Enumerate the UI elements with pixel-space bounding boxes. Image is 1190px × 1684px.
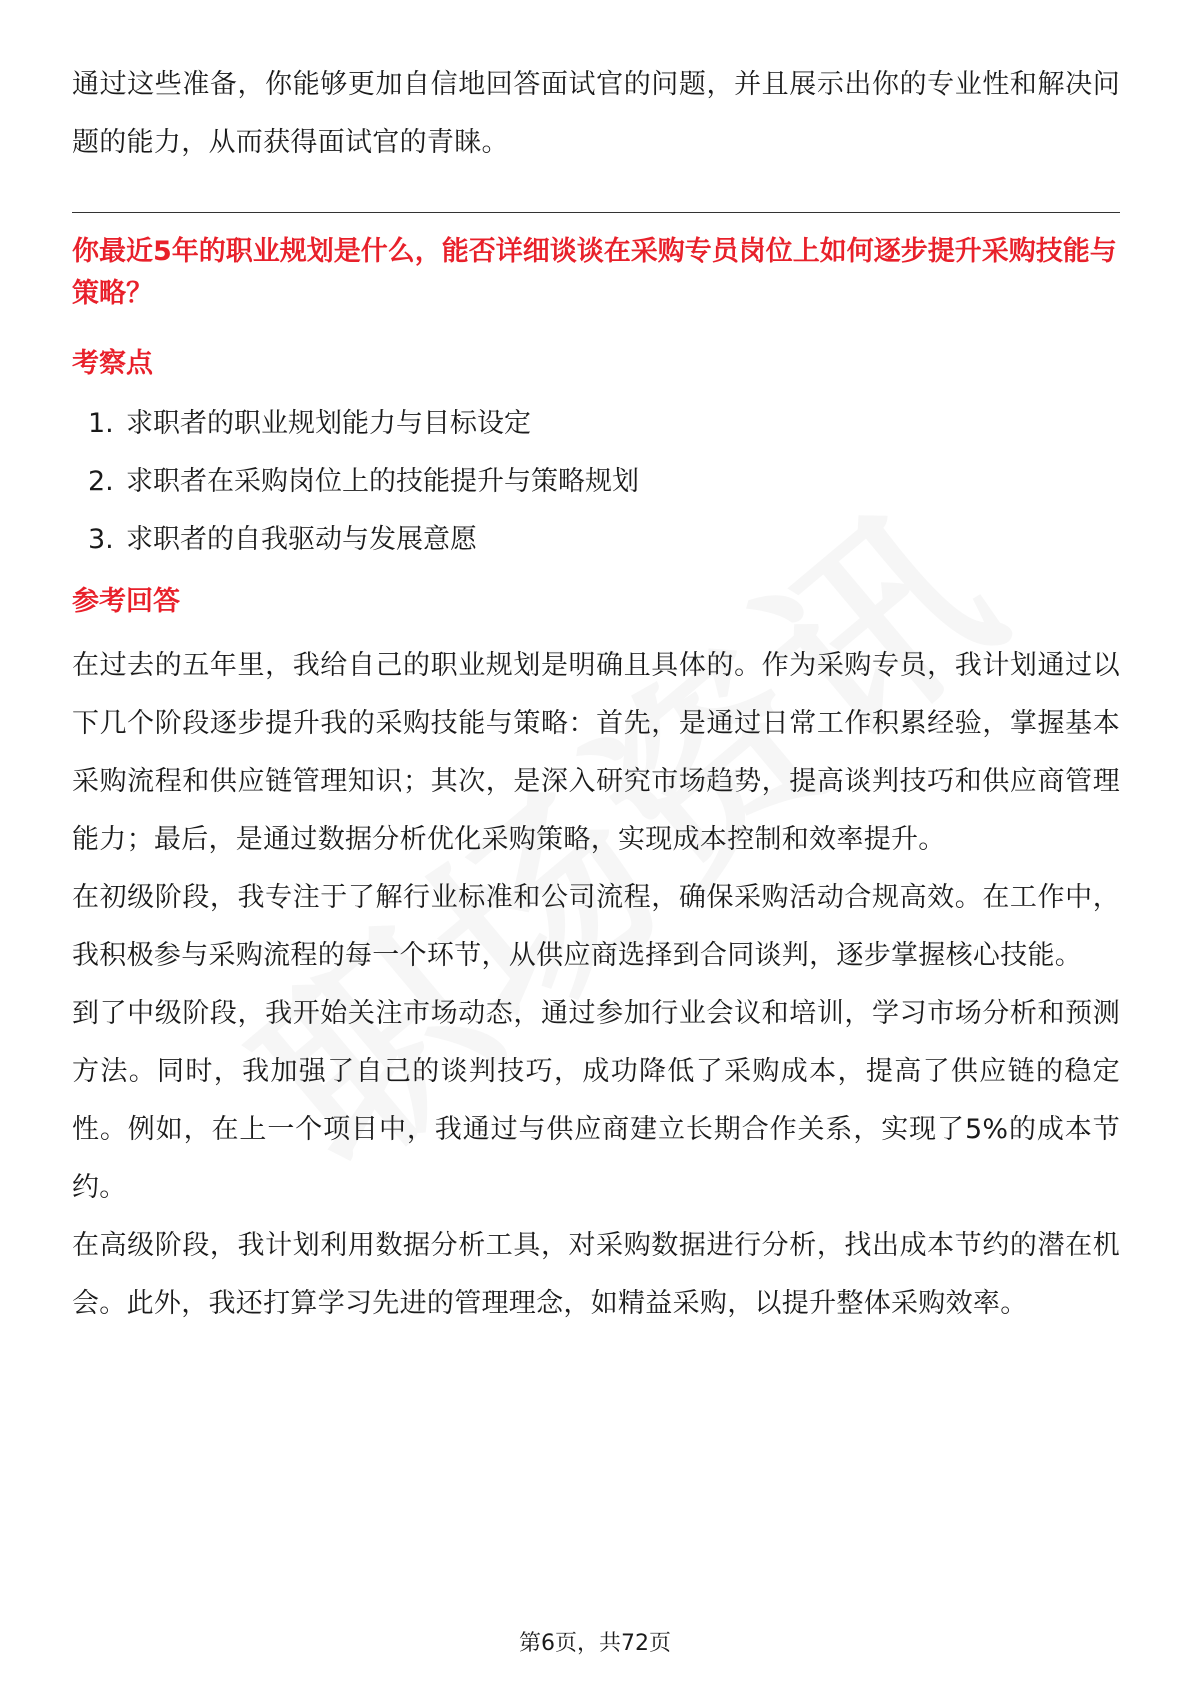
list-item-text: 求职者的职业规划能力与目标设定 <box>126 408 531 439</box>
answer-paragraph: 在过去的五年里，我给自己的职业规划是明确且具体的。作为采购专员，我计划通过以下几个阶段逐步提升我的采购技能与策略：首先，是通过日常工作积累经验，掌握基本采购流程和供应链管理知识；其次，是深入研究市场趋势，提高谈判技巧和供应商管理能力；最后，是通过数据分析优化采购策略，实现成本控制和效率提升。 <box>72 650 1120 855</box>
list-item <box>72 395 1120 453</box>
intro-paragraph: 通过这些准备，你能够更加自信地回答面试官的问题，并且展示出你的专业性和解决问题的能力，从而获得面试官的青睐。 <box>72 69 1120 158</box>
list-item-text: 求职者的自我驱动与发展意愿 <box>126 524 477 555</box>
answer-paragraph: 在初级阶段，我专注于了解行业标准和公司流程，确保采购活动合规高效。在工作中，我积极参与采购流程的每一个环节，从供应商选择到合同谈判，逐步掌握核心技能。 <box>72 882 1120 971</box>
list-item-number: 1. <box>88 408 114 439</box>
page-number: 第6页，共72页 <box>519 1631 671 1656</box>
list-item <box>72 453 1120 511</box>
assessment-list <box>72 395 1120 569</box>
assessment-title: 考察点 <box>72 348 153 379</box>
list-item-number: 3. <box>88 524 114 555</box>
answer-paragraph: 到了中级阶段，我开始关注市场动态，通过参加行业会议和培训，学习市场分析和预测方法。同时，我加强了自己的谈判技巧，成功降低了采购成本，提高了供应链的稳定性。例如，在上一个项目中，我通过与供应商建立长期合作关系，实现了5%的成本节约。 <box>72 998 1120 1203</box>
list-item <box>72 511 1120 569</box>
list-item-number: 2. <box>88 466 114 497</box>
answer-title: 参考回答 <box>72 586 180 617</box>
question-heading: 你最近5年的职业规划是什么，能否详细谈谈在采购专员岗位上如何逐步提升采购技能与策略？ <box>72 236 1117 309</box>
page-content <box>72 56 1120 1333</box>
section-divider <box>72 212 1120 213</box>
list-item-text: 求职者在采购岗位上的技能提升与策略规划 <box>126 466 639 497</box>
answer-paragraph: 在高级阶段，我计划利用数据分析工具，对采购数据进行分析，找出成本节约的潜在机会。此外，我还打算学习先进的管理理念，如精益采购，以提升整体采购效率。 <box>72 1230 1120 1319</box>
